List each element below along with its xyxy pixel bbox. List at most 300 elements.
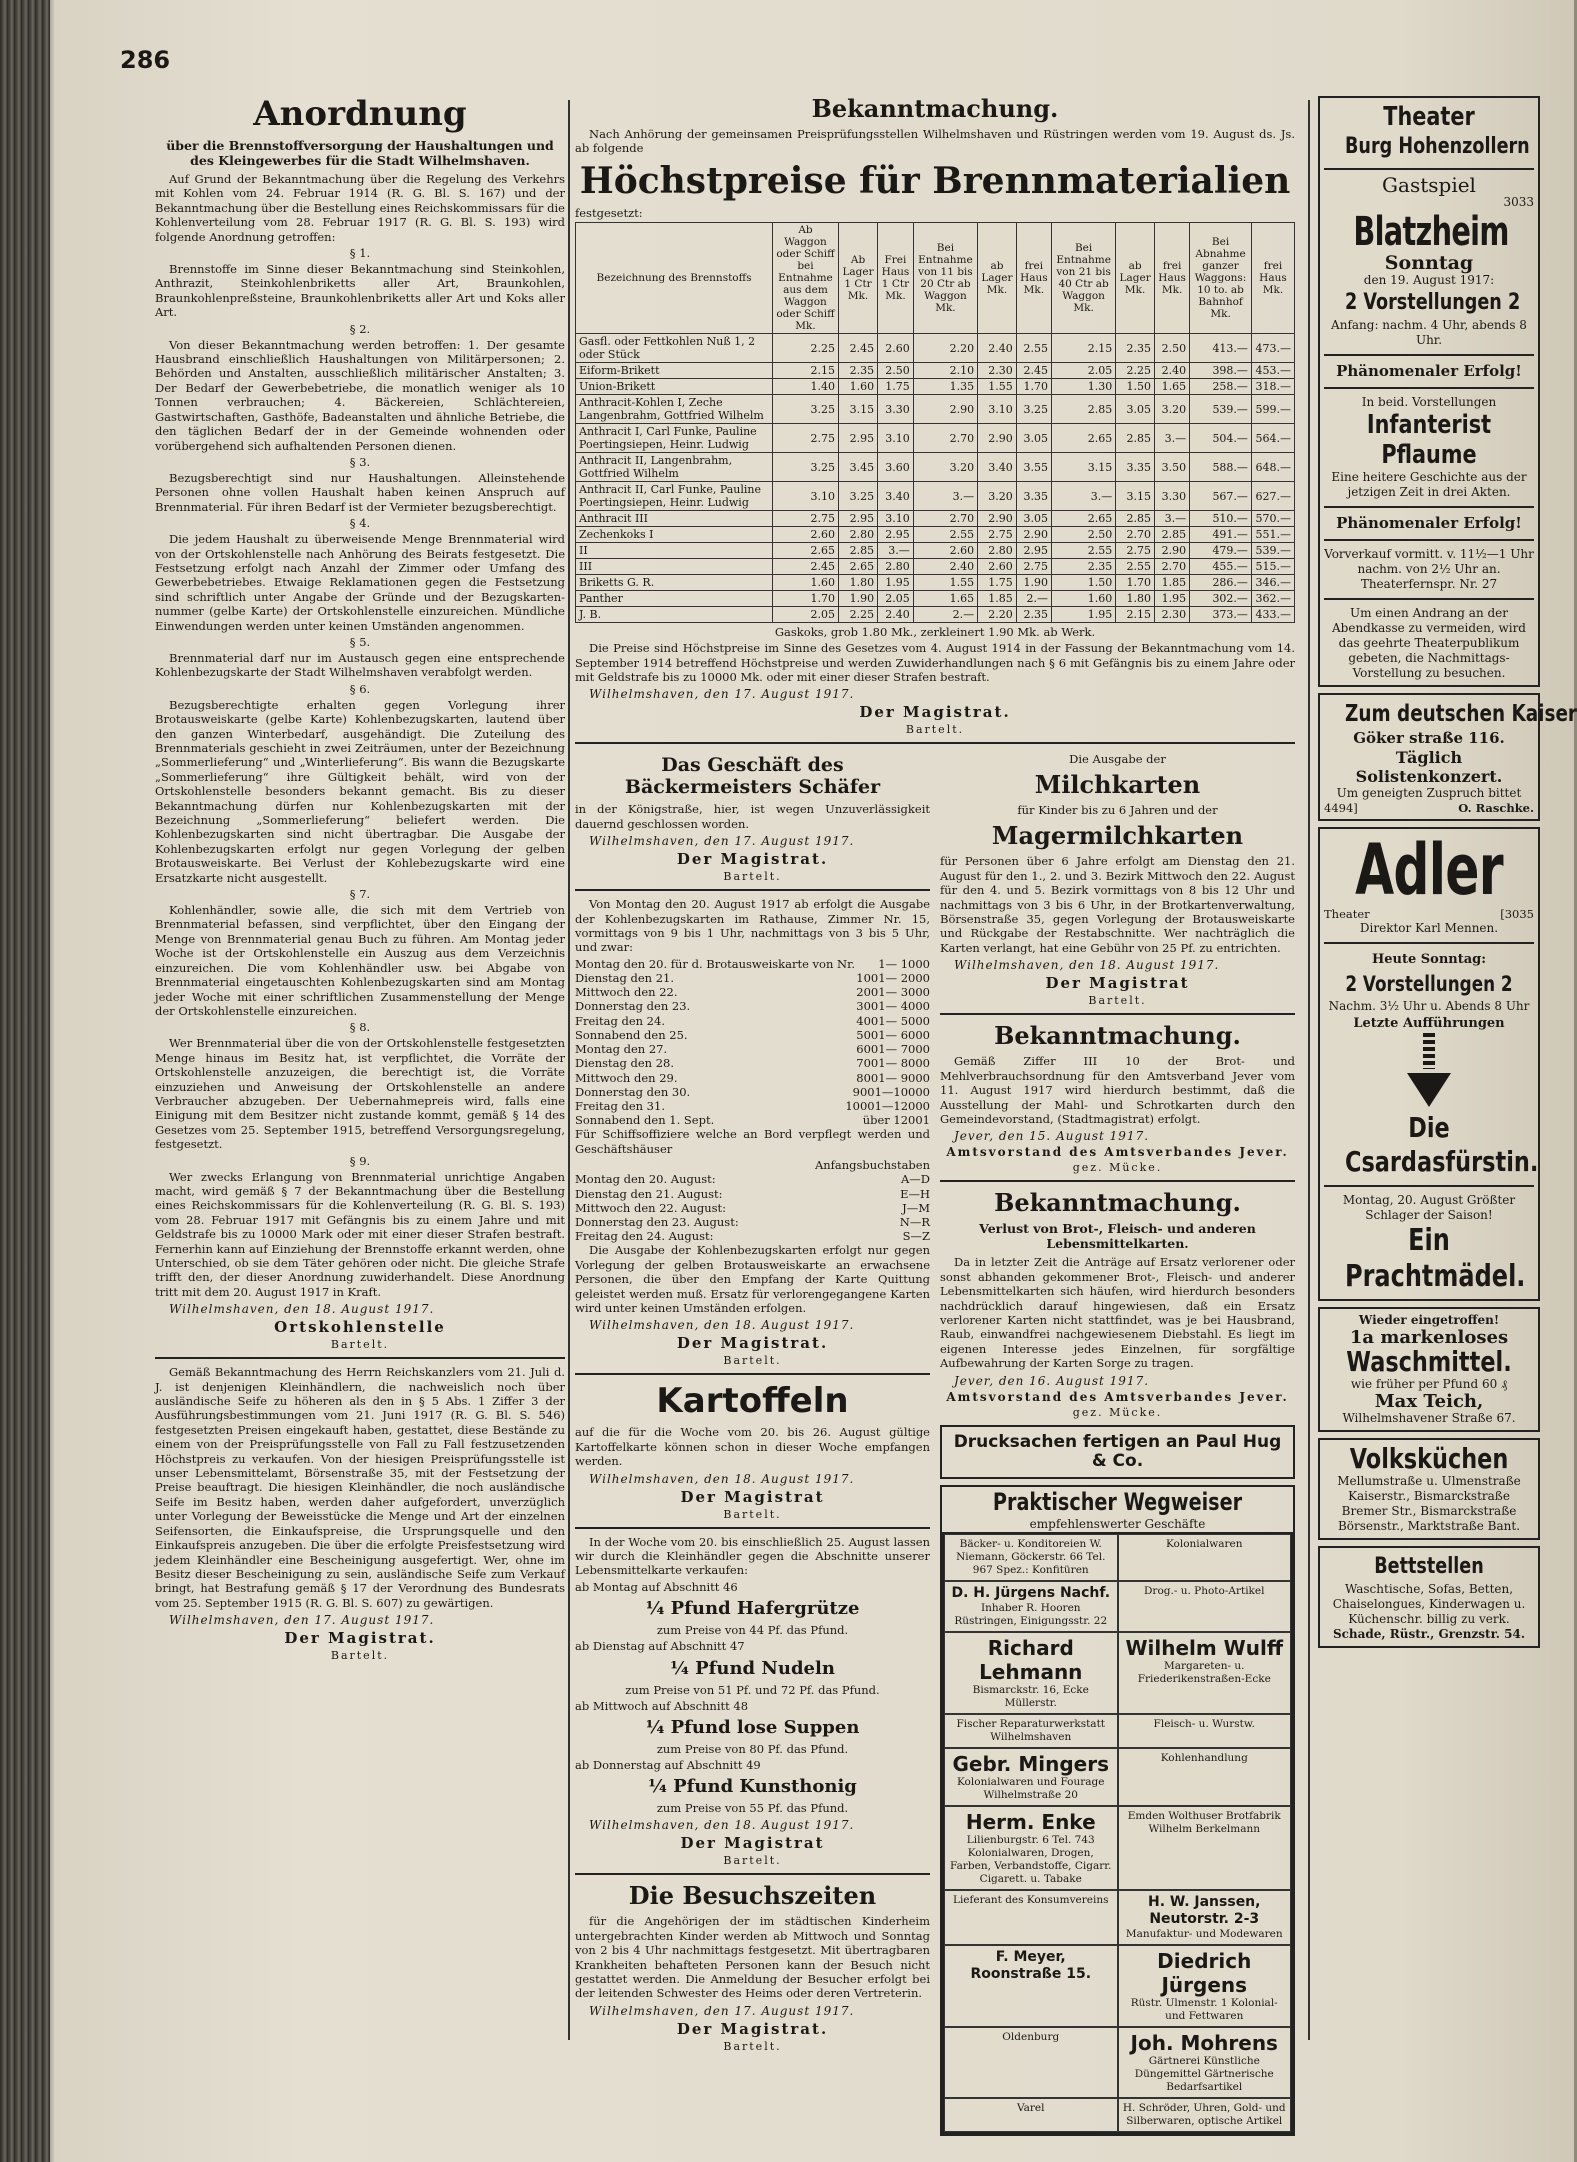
column-rule bbox=[568, 100, 570, 2040]
adler-phone: [3035 bbox=[1500, 907, 1534, 922]
price-cell: 1.55 bbox=[978, 379, 1017, 395]
teich-addr: Wilhelmshavener Straße 67. bbox=[1342, 1411, 1516, 1426]
price-cell: 2.— bbox=[913, 607, 977, 623]
price-cell: 2.65 bbox=[838, 559, 877, 575]
csardas-title: Die Csardasfürstin. bbox=[1345, 1111, 1539, 1179]
directory-shop-text: Lilienburgstr. 6 Tel. 743 Kolonialwaren, Drogen, Farben, Verbandstoffe, Cigarr. Cigarett. u. Tabake bbox=[950, 1833, 1112, 1885]
directory-shop-text: Lieferant des Konsumvereins bbox=[952, 1893, 1109, 1906]
schedule-range: 1001— 2000 bbox=[856, 971, 930, 986]
jever1-title: Bekanntmachung. bbox=[994, 1021, 1241, 1051]
price-cell: 2.60 bbox=[773, 527, 839, 543]
place-date: Wilhelmshaven, den 17. August 1917. bbox=[589, 2003, 855, 2018]
price-cell: 2.55 bbox=[913, 527, 977, 543]
price-cell: 346.— bbox=[1251, 575, 1294, 591]
fuel-name-cell: Anthracit III bbox=[576, 511, 773, 527]
divider bbox=[1324, 942, 1534, 944]
schedule-range: 4001— 5000 bbox=[856, 1013, 930, 1028]
schedule-row bbox=[575, 1085, 930, 1099]
price-cell: 3.15 bbox=[1116, 482, 1155, 511]
divider bbox=[1324, 354, 1534, 356]
penalty-note: Die Preise sind Höchstpreise im Sinne des Gesetzes vom 4. August 1914 in der Fassung der Bekanntmachung vom 14. September 1914 betreffend Höchstpreise und werden Zuwiderhandlungen nach § 6 mit Gefängnis bis zu einem Jahre oder mit Geldstrafe bis zu 10000 Mk. oder mit einer dieser Strafen bestraft. bbox=[575, 641, 1295, 685]
price-cell: 2.70 bbox=[1116, 527, 1155, 543]
food-when: ab Montag auf Abschnitt 46 bbox=[575, 1579, 738, 1594]
page-number: 286 bbox=[120, 46, 171, 74]
sonntag: Sonntag bbox=[1384, 252, 1474, 274]
jever2-title: Bekanntmachung. bbox=[994, 1188, 1241, 1218]
section-mark: § 4. bbox=[349, 516, 371, 531]
directory-shop-name: Herm. Enke bbox=[965, 1809, 1096, 1834]
price-cell: 3.05 bbox=[1016, 511, 1051, 527]
divider bbox=[940, 1180, 1295, 1182]
schedule-day: Montag den 20. August: bbox=[575, 1172, 716, 1187]
price-cell: 373.— bbox=[1190, 607, 1252, 623]
section-mark: § 1. bbox=[349, 246, 371, 261]
price-cell: 1.75 bbox=[878, 379, 914, 395]
table-header: Bezeichnung des Brennstoffs bbox=[576, 223, 773, 334]
price-cell: 3.40 bbox=[978, 453, 1017, 482]
section-mark: § 7. bbox=[349, 887, 371, 902]
place-date: Wilhelmshaven, den 18. August 1917. bbox=[589, 1818, 855, 1833]
signer: gez. Mücke. bbox=[1072, 1405, 1163, 1419]
schedule-row bbox=[575, 1042, 930, 1056]
price-cell: 2.90 bbox=[978, 424, 1017, 453]
fuel-name-cell: Briketts G. R. bbox=[576, 575, 773, 591]
price-cell: 1.85 bbox=[1155, 575, 1190, 591]
price-cell: 3.25 bbox=[773, 453, 839, 482]
blatzheim: Blatzheim bbox=[1353, 209, 1509, 255]
magistrat: Der Magistrat. bbox=[676, 2019, 829, 2038]
price-cell: 3.05 bbox=[1016, 424, 1051, 453]
theater-name: Theater bbox=[1383, 102, 1475, 132]
price-cell: 2.20 bbox=[978, 607, 1017, 623]
section-mark: § 6. bbox=[349, 681, 371, 696]
magistrat: Der Magistrat. bbox=[676, 850, 829, 869]
print-ad-text: Drucksachen fertigen an Paul Hug & Co. bbox=[953, 1431, 1282, 1471]
ships-head: Anfangsbuchstaben bbox=[814, 1158, 930, 1173]
fuel-name-cell: Zechenkoks I bbox=[576, 527, 773, 543]
price-cell: 510.— bbox=[1190, 511, 1252, 527]
schedule-letters: A—D bbox=[900, 1172, 930, 1187]
section-text: Bezugsberechtigt sind nur Haushaltungen. Alleinstehende Personen ohne vollen Haushalt haben keinen Anspruch auf Brennmaterial. Für ihren Bedarf ist der Vermieter bezugsberechtigt. bbox=[155, 470, 565, 514]
price-cell: 2.75 bbox=[1016, 559, 1051, 575]
price-cell: 2.90 bbox=[913, 395, 977, 424]
price-cell: 1.60 bbox=[838, 379, 877, 395]
food-price: zum Preise von 55 Pf. das Pfund. bbox=[656, 1801, 849, 1816]
section-text: Brennstoffe im Sinne dieser Bekanntmachung sind Steinkohlen, Anthrazit, Steinkohlenbriketts aller Art, Braunkohlen, Braunkohlenpreßsteine, Braunkohlenbriketts aller Art und Koks aller Art. bbox=[155, 262, 565, 320]
directory-shop-text: Margareten- u. Friederikenstraßen-Ecke bbox=[1137, 1659, 1271, 1685]
anordnung-sections bbox=[155, 246, 565, 1299]
directory-cell bbox=[944, 2027, 1118, 2098]
price-cell: 3.15 bbox=[838, 395, 877, 424]
directory-subtitle: empfehlenswerter Geschäfte bbox=[1029, 1516, 1206, 1531]
price-cell: 491.— bbox=[1190, 527, 1252, 543]
right-column bbox=[1318, 90, 1577, 2080]
fuel-name-cell: III bbox=[576, 559, 773, 575]
visits-title: Die Besuchszeiten bbox=[628, 1881, 877, 1911]
table-header: frei Haus Mk. bbox=[1155, 223, 1190, 334]
price-cell: 2.95 bbox=[878, 527, 914, 543]
price-cell: 3.20 bbox=[1155, 395, 1190, 424]
price-cell: 2.55 bbox=[1016, 334, 1051, 363]
coal-cards-note: Die Ausgabe der Kohlenbezugskarten erfolgt nur gegen Vorlegung der gelben Brotausweiskarte an erwachsene Personen, die über den Empfang der Karte Quittung geleistet werden muß. Ersatz für verlorengegangene Karten wird unter keinen Umständen erfolgen. bbox=[575, 1243, 930, 1315]
section-mark: § 9. bbox=[349, 1153, 371, 1168]
place-date: Jever, den 15. August 1917. bbox=[954, 1129, 1150, 1144]
price-cell: 2.50 bbox=[878, 363, 914, 379]
table-row bbox=[576, 379, 1295, 395]
directory-cell bbox=[1118, 1714, 1292, 1748]
section-mark: § 2. bbox=[349, 321, 371, 336]
price-cell: 2.25 bbox=[1116, 363, 1155, 379]
price-cell: 504.— bbox=[1190, 424, 1252, 453]
signer: Bartelt. bbox=[1088, 994, 1147, 1008]
jever2-sub: Verlust von Brot-, Fleisch- und anderen Lebensmittelkarten. bbox=[979, 1221, 1256, 1252]
milk-title: Milchkarten bbox=[1034, 770, 1201, 800]
table-header: Frei Haus 1 Ctr Mk. bbox=[878, 223, 914, 334]
kaiser-owner: O. Raschke. bbox=[1458, 801, 1534, 815]
directory-cell bbox=[1118, 1581, 1292, 1632]
center-two-columns bbox=[575, 750, 1295, 2141]
bett-ad bbox=[1318, 1546, 1540, 1648]
price-cell: 1.40 bbox=[773, 379, 839, 395]
schedule-letters: S—Z bbox=[902, 1229, 930, 1244]
price-cell: 2.75 bbox=[773, 424, 839, 453]
schedule-row bbox=[575, 1201, 930, 1215]
schedule-row bbox=[575, 1014, 930, 1028]
price-cell: 1.90 bbox=[838, 591, 877, 607]
jever-office: Amtsvorstand des Amtsverbandes Jever. bbox=[946, 1389, 1289, 1404]
table-header: Bei Abnahme ganzer Waggons: 10 to. ab Bahnhof Mk. bbox=[1190, 223, 1252, 334]
adler-monday: Montag, 20. August Größter Schlager der Saison! bbox=[1342, 1193, 1516, 1223]
price-cell: 3.— bbox=[1155, 424, 1190, 453]
price-cell: 479.— bbox=[1190, 543, 1252, 559]
price-cell: 3.20 bbox=[978, 482, 1017, 511]
divider bbox=[155, 1357, 565, 1359]
directory-cell bbox=[1118, 1806, 1292, 1890]
kaiser-note: Um geneigten Zuspruch bittet bbox=[1336, 786, 1522, 800]
fuel-name-cell: Anthracit I, Carl Funke, Pauline Poertingsiepen, Heinr. Ludwig bbox=[576, 424, 773, 453]
volks-title: Volksküchen bbox=[1349, 1442, 1509, 1476]
price-cell: 473.— bbox=[1251, 334, 1294, 363]
soap-price: wie früher per Pfund 60 ₰ bbox=[1350, 1377, 1508, 1392]
price-cell: 1.60 bbox=[1051, 591, 1115, 607]
magistrat: Der Magistrat bbox=[1045, 974, 1190, 993]
prachtmadel: Ein Prachtmädel. bbox=[1345, 1223, 1526, 1295]
table-header: Bei Entnahme von 21 bis 40 Ctr ab Waggon Mk. bbox=[1051, 223, 1115, 334]
price-cell: 515.— bbox=[1251, 559, 1294, 575]
signer: Bartelt. bbox=[723, 1854, 782, 1868]
schedule-range: 8001— 9000 bbox=[856, 1070, 930, 1085]
directory-cell bbox=[1118, 1890, 1292, 1945]
skim-milk-title: Magermilchkarten bbox=[991, 821, 1244, 851]
price-cell: 1.35 bbox=[913, 379, 977, 395]
price-cell: 1.65 bbox=[1155, 379, 1190, 395]
section-text: Wer zwecks Erlangung von Brennmaterial unrichtige Angaben macht, wird gemäß § 7 der Bekanntmachung über die Bestellung eines Reichskommissars für die Kohlenverteilung (R. G. Bl. S. 193) vom 28. Februar 1917 mit Gefängnis bis zu einem Jahre und mit Geldstrafe bis zu 10000 Mark oder mit einer dieser Strafen bestraft. Fernerhin kann auf Einziehung der Brennstoffe erkannt werden, ohne Unterschied, ob sie dem Täter gehören oder nicht. Die gleiche Strafe trifft den, der dieser Anordnung zuwiderhandelt. Diese Anordnung tritt mit dem 20. August 1917 in Kraft. bbox=[155, 1169, 565, 1299]
price-cell: 1.85 bbox=[978, 591, 1017, 607]
directory-shop-name: Joh. Mohrens bbox=[1130, 2030, 1278, 2055]
kaiser-name: Zum deutschen Kaiser bbox=[1345, 701, 1577, 727]
table-header: ab Lager Mk. bbox=[1116, 223, 1155, 334]
directory-cell bbox=[944, 1581, 1118, 1632]
price-notice-title: Bekanntmachung. bbox=[811, 94, 1059, 123]
bett-title: Bettstellen bbox=[1374, 1554, 1484, 1580]
jever-office: Amtsvorstand des Amtsverbandes Jever. bbox=[946, 1145, 1289, 1160]
price-cell: 413.— bbox=[1190, 334, 1252, 363]
schedule-letters: N—R bbox=[899, 1214, 930, 1229]
price-cell: 2.65 bbox=[1051, 424, 1115, 453]
binding-fold bbox=[0, 0, 50, 2162]
price-cell: 2.85 bbox=[1116, 424, 1155, 453]
price-cell: 2.05 bbox=[773, 607, 839, 623]
price-cell: 648.— bbox=[1251, 453, 1294, 482]
vorverkauf: Vorverkauf vormitt. v. 11½—1 Uhr nachm. von 2½ Uhr an. Theaterfernspr. Nr. 27 bbox=[1324, 547, 1534, 591]
price-cell: 627.— bbox=[1251, 482, 1294, 511]
table-row bbox=[576, 607, 1295, 623]
schedule-day: Dienstag den 21. bbox=[575, 971, 675, 986]
schedule-row bbox=[575, 1028, 930, 1042]
directory-cell bbox=[1118, 1748, 1292, 1806]
directory-shop-text: Emden Wolthuser Brotfabrik Wilhelm Berkelmann bbox=[1127, 1809, 1281, 1835]
theater-date: den 19. August 1917: bbox=[1363, 273, 1495, 287]
divider bbox=[940, 1013, 1295, 1015]
fuel-name-cell: J. B. bbox=[576, 607, 773, 623]
theater-ad bbox=[1318, 96, 1540, 687]
teich-name: Max Teich, bbox=[1374, 1391, 1484, 1413]
price-cell: 2.15 bbox=[773, 363, 839, 379]
baker-text: in der Königstraße, hier, ist wegen Unzuverlässigkeit dauernd geschlossen worden. bbox=[575, 802, 930, 831]
adler-last: Letzte Aufführungen bbox=[1353, 1016, 1505, 1032]
section-text: Kohlenhändler, sowie alle, die sich mit dem Vertrieb von Brennmaterial befassen, sind verpflichtet, über den Eingang der Menge von Brennmaterial genau Buch zu führen. Am Montag jeder Woche ist der Ortskohlenstelle ein Auszug aus dem Verzeichnis einzureichen. Die vom Kohlenhändler usw. bei Abgabe von Brennmaterial eingetauschten Kohlenbezugskarten sind am Montag jeder Woche mit einer schriftlichen Zusammenstellung der Menge der Ortskohlenstelle einzureichen. bbox=[155, 903, 565, 1018]
fuel-name-cell: Anthracit II, Langenbrahm, Gottfried Wilhelm bbox=[576, 453, 773, 482]
price-cell: 3.— bbox=[878, 543, 914, 559]
directory-shop-text: Rüstr. Ulmenstr. 1 Kolonial- und Fettwaren bbox=[1130, 1996, 1278, 2022]
schedule-row bbox=[575, 1113, 930, 1127]
schedule-day: Dienstag den 21. August: bbox=[575, 1186, 723, 1201]
erfolg: Phänomenaler Erfolg! bbox=[1336, 514, 1522, 532]
section-text: Brennmaterial darf nur im Austausch gegen eine entsprechende Kohlenbezugskarte der Stadt Wilhelmshaven verabfolgt werden. bbox=[155, 650, 565, 680]
price-cell: 3.30 bbox=[878, 395, 914, 424]
directory-shop-name: F. Meyer, Roonstraße 15. bbox=[970, 1948, 1092, 1982]
price-cell: 2.80 bbox=[878, 559, 914, 575]
price-cell: 2.35 bbox=[838, 363, 877, 379]
table-header: frei Haus Mk. bbox=[1251, 223, 1294, 334]
directory-cell bbox=[1118, 1945, 1292, 2027]
directory-shop-text: Drog.- u. Photo-Artikel bbox=[1144, 1584, 1265, 1597]
price-table bbox=[575, 222, 1295, 623]
price-cell: 3.— bbox=[1155, 511, 1190, 527]
price-cell: 2.05 bbox=[1051, 363, 1115, 379]
food-when: ab Mittwoch auf Abschnitt 48 bbox=[575, 1698, 749, 1713]
arrow-shaft bbox=[1423, 1033, 1435, 1069]
anordnung-subtitle: über die Brennstoffversorgung der Haushaltungen und des Kleingewerbes für die Stadt Wilhelmshaven. bbox=[166, 138, 554, 168]
price-cell: 2.65 bbox=[773, 543, 839, 559]
center-column bbox=[575, 90, 1295, 2127]
price-cell: 588.— bbox=[1190, 453, 1252, 482]
price-cell: 2.75 bbox=[978, 527, 1017, 543]
magistrat: Der Magistrat. bbox=[676, 1334, 829, 1353]
anordnung-intro: Auf Grund der Bekanntmachung über die Regelung des Verkehrs mit Kohlen vom 24. Februar 1914 (R. G. Bl. S. 167) und der Bekanntmachung über die Bestellung eines Reichskommissars für die Kohlenverteilung vom 28. Februar 1917 (R. G. Bl. S. 193) wird folgende Anordnung getroffen: bbox=[155, 172, 565, 244]
food-price: zum Preise von 80 Pf. das Pfund. bbox=[656, 1742, 849, 1757]
price-cell: 2.40 bbox=[1155, 363, 1190, 379]
price-cell: 3.35 bbox=[1116, 453, 1155, 482]
price-cell: 1.50 bbox=[1116, 379, 1155, 395]
adler-vorstellungen: 2 Vorstellungen 2 bbox=[1345, 972, 1513, 997]
theater-times: Anfang: nachm. 4 Uhr, abends 8 Uhr. bbox=[1331, 318, 1527, 347]
price-cell: 2.95 bbox=[1016, 543, 1051, 559]
price-cell: 2.55 bbox=[1116, 559, 1155, 575]
price-cell: 2.40 bbox=[878, 607, 914, 623]
anordnung-title: Anordnung bbox=[253, 94, 467, 134]
directory-shop-text: Inhaber R. Hooren Rüstringen, Einigungsstr. 22 bbox=[954, 1601, 1108, 1627]
table-row bbox=[576, 395, 1295, 424]
divider bbox=[575, 1373, 930, 1375]
price-cell: 1.70 bbox=[1116, 575, 1155, 591]
price-cell: 3.10 bbox=[978, 395, 1017, 424]
fuel-name-cell: Panther bbox=[576, 591, 773, 607]
fixed-label: festgesetzt: bbox=[575, 205, 643, 220]
schedule-day: Freitag den 24. August: bbox=[575, 1229, 714, 1244]
price-cell: 2.25 bbox=[838, 607, 877, 623]
price-cell: 3.— bbox=[913, 482, 977, 511]
place-date: Wilhelmshaven, den 18. August 1917. bbox=[169, 1302, 435, 1317]
directory-shop-text: Fleisch- u. Wurstw. bbox=[1153, 1717, 1255, 1730]
price-cell: 2.85 bbox=[1051, 395, 1115, 424]
price-cell: 570.— bbox=[1251, 511, 1294, 527]
section-text: Bezugsberechtigte erhalten gegen Vorlegung ihrer Brotausweiskarte (gelbe Karte) Kohlenbezugskarten, lautend über den ganzen Winterbedarf, ausgehändigt. Die Zuteilung des Brennmaterials geschieht in zwei Zeiträumen, unter der Bezeichnung „Sommerlieferung“ und „Winterlieferung“. Bis wann die Bezugskarte „Sommerlieferung“ ihre Gültigkeit behält, wird von der Ortskohlenstelle besonders bekannt gemacht. Bis zu dieser Bekanntmachung dürfen nur Kohlenbezugskarten mit der Bezeichnung „Sommerlieferung“ beliefert werden. Die Kohlenbezugskarten sind nicht übertragbar. Die Ausgabe der Kohlenbezugskarten erfolgt nur gegen Vorlegung der gelben Brotausweiskarte. Bei Verlust der Kohlebezugskarte wird eine Ersatzkarte nicht ausgestellt. bbox=[155, 697, 565, 885]
schedule-range: 5001— 6000 bbox=[856, 1027, 930, 1042]
price-cell: 1.75 bbox=[978, 575, 1017, 591]
milk-mid: für Kinder bis zu 6 Jahren und der bbox=[1017, 803, 1218, 818]
price-cell: 2.95 bbox=[838, 424, 877, 453]
ships-text: Für Schiffsoffiziere welche an Bord verpflegt werden und Geschäftshäuser bbox=[575, 1127, 930, 1156]
table-header: ab Lager Mk. bbox=[978, 223, 1017, 334]
jever1-text: Gemäß Ziffer III 10 der Brot- und Mehlverbrauchsordnung für den Amtsverband Jever vom 11. August 1917 wird hierdurch bestimmt, daß die Ausstellung der Mahl- und Schrotkarten durch den Gemeindevorstand, (Stadtmagistrat) erfolgt. bbox=[940, 1054, 1295, 1126]
directory-cell bbox=[944, 1632, 1118, 1714]
kaiser-row bbox=[1324, 801, 1534, 815]
table-row bbox=[576, 334, 1295, 363]
schedule-row bbox=[575, 1099, 930, 1113]
directory-cell bbox=[1118, 1534, 1292, 1581]
milk-text: für Personen über 6 Jahre erfolgt am Dienstag den 21. August für den 1., 2. und 3. Bezirk Mittwoch den 22. August für den 4. und 5. Bezirk vormittags von 8 bis 12 Uhr und nachmittags von 3 bis 6 Uhr, in der Brotkartenverwaltung, Börsenstraße 35, gegen Vorlegung der Brotausweiskarte und Rückgabe der Restabschnitte. Wer nachträglich die Karten verlangt, hat eine Gebühr von 25 Pf. zu entrichten. bbox=[940, 854, 1295, 955]
price-cell: 2.45 bbox=[1016, 363, 1051, 379]
food-items bbox=[575, 1580, 930, 1816]
price-cell: 1.95 bbox=[878, 575, 914, 591]
schedule-day: Sonnabend den 1. Sept. bbox=[575, 1113, 715, 1128]
schedule-row bbox=[575, 1229, 930, 1243]
potatoes-title: Kartoffeln bbox=[656, 1381, 849, 1422]
price-cell: 2.60 bbox=[913, 543, 977, 559]
directory-shop-text: Kolonialwaren bbox=[1165, 1537, 1243, 1550]
price-cell: 2.35 bbox=[1016, 607, 1051, 623]
section-text: Die jedem Haushalt zu überweisende Menge Brennmaterial wird von der Ortskohlenstelle nach Anhörung des Beirats festgesetzt. Die Festsetzung erfolgt nach Anzahl der Zimmer oder Umfang des Gewerbebetriebes. Etwaige Reklamationen gegen die Festsetzung sind schriftlich unter Angabe der Gründe und der Bezugskarten-nummer (gelbe Karte) der Ortskohlenstelle einzureichen. Mündliche Einwendungen werden unter keinen Umständen angenommen. bbox=[155, 532, 565, 633]
visits-text: für die Angehörigen der im städtischen Kinderheim untergebrachten Kinder werden ab Mittwoch und Sonntag von 2 bis 4 Uhr nachmittags festgesetzt. Mit übertragbaren Krankheiten behafteten Personen kann der Besuch nicht gestattet werden. Die Anmeldung der Besucher erfolgt bei der leitenden Schwester des Heims oder deren Vertreterin. bbox=[575, 1914, 930, 2001]
magistrat: Der Magistrat bbox=[680, 1834, 825, 1853]
center-sub-left bbox=[575, 750, 930, 2141]
food-price: zum Preise von 51 Pf. und 72 Pf. das Pfund. bbox=[625, 1682, 880, 1697]
directory-cell bbox=[944, 1748, 1118, 1806]
coal-cards-schedule bbox=[575, 957, 930, 1127]
directory-shop-text: Bäcker- u. Konditoreien W. Niemann, Göckerstr. 66 Tel. 967 Spez.: Konfitüren bbox=[956, 1537, 1106, 1576]
price-cell: 1.95 bbox=[1051, 607, 1115, 623]
directory-shop-name: Wilhelm Wulff bbox=[1125, 1635, 1284, 1660]
table-row bbox=[576, 363, 1295, 379]
schedule-letters: E—H bbox=[900, 1186, 930, 1201]
directory-shop-text: H. Schröder, Uhren, Gold- und Silberwaren, optische Artikel bbox=[1122, 2101, 1286, 2127]
price-cell: 1.50 bbox=[1051, 575, 1115, 591]
baker-title: Das Geschäft des Bäckermeisters Schäfer bbox=[624, 754, 881, 799]
divider bbox=[1324, 168, 1534, 170]
divider bbox=[1324, 1185, 1534, 1187]
kaiser-addr: Göker straße 116. bbox=[1353, 729, 1505, 747]
schedule-letters: J—M bbox=[902, 1200, 930, 1215]
price-cell: 1.90 bbox=[1016, 575, 1051, 591]
price-cell: 2.85 bbox=[838, 543, 877, 559]
section-mark: § 5. bbox=[349, 634, 371, 649]
place-date: Wilhelmshaven, den 18. August 1917. bbox=[954, 958, 1220, 973]
price-cell: 2.30 bbox=[1155, 607, 1190, 623]
directory-shop-text: Manufaktur- und Modewaren bbox=[1125, 1927, 1283, 1940]
signer: Bartelt. bbox=[330, 1649, 390, 1663]
table-row bbox=[576, 559, 1295, 575]
price-cell: 398.— bbox=[1190, 363, 1252, 379]
schedule-range: 1— 1000 bbox=[878, 956, 930, 971]
section-text: Von dieser Bekanntmachung werden betroffen: 1. Der gesamte Hausbrand einschließlich Haushaltungen von Militärpersonen; 2. Behörden und Anstalten, ausschließlich militärischer Anstalten; 3. Der Bedarf der Gewerbebetriebe, die monatlich weniger als 10 Tonnen verbrauchen; 4. Bäckereien, Schlächtereien, Gastwirtschaften, Gasthöfe, Badeanstalten und ähnliche Betriebe, die den täglichen Bedarf der in der Gemeinde wohnenden oder vorübergehend sich aufhaltenden Personen dienen. bbox=[155, 337, 565, 453]
kaiser-concert: Täglich Solistenkonzert. bbox=[1355, 748, 1503, 786]
jever2-text: Da in letzter Zeit die Anträge auf Ersatz verlorener oder sonst abhanden gekommener Brot-, Fleisch- und anderer Lebensmittelkarten sich häufen, wird hierdurch besonders nachdrücklich darauf hingewiesen, daß ein Ersatz verlorener Karten nicht stattfindet, was je bei Hausbrand, Raub, einwandfrei nachgewiesenem Diebstahl. Es liegt im eigenen Interesse jedes Einzelnen, für sorgfältige Aufbewahrung der Karten Sorge zu tragen. bbox=[940, 1255, 1295, 1371]
price-cell: 1.55 bbox=[913, 575, 977, 591]
price-cell: 2.70 bbox=[913, 511, 977, 527]
price-cell: 3.50 bbox=[1155, 453, 1190, 482]
schedule-day: Donnerstag den 30. bbox=[575, 1084, 691, 1099]
price-cell: 567.— bbox=[1190, 482, 1252, 511]
place-date: Wilhelmshaven, den 17. August 1917. bbox=[169, 1613, 435, 1628]
price-cell: 1.70 bbox=[773, 591, 839, 607]
schedule-row bbox=[575, 985, 930, 999]
adler-name: Adler bbox=[1355, 829, 1503, 912]
price-cell: 286.— bbox=[1190, 575, 1252, 591]
schedule-row bbox=[575, 1172, 930, 1186]
section-mark: § 8. bbox=[349, 1020, 371, 1035]
directory-shop-text: Oldenburg bbox=[1002, 2030, 1060, 2043]
gaskoks-note: Gaskoks, grob 1.80 Mk., zerkleinert 1.90 Mk. ab Werk. bbox=[774, 625, 1096, 640]
directory-cell bbox=[1118, 1632, 1292, 1714]
price-cell: 258.— bbox=[1190, 379, 1252, 395]
price-cell: 2.85 bbox=[1155, 527, 1190, 543]
schedule-range: 10001—12000 bbox=[845, 1098, 930, 1113]
directory-cell bbox=[944, 1890, 1118, 1945]
fuel-name-cell: Anthracit-Kohlen I, Zeche Langenbrahm, Gottfried Wilhelm bbox=[576, 395, 773, 424]
directory-shop-text: Kolonialwaren und Fourage Wilhelmstraße 20 bbox=[957, 1775, 1105, 1801]
kaiser-phone: 4494] bbox=[1324, 801, 1358, 815]
directory-shop-text: Kohlenhandlung bbox=[1160, 1751, 1248, 1764]
signer: Bartelt. bbox=[723, 870, 782, 884]
price-cell: 539.— bbox=[1190, 395, 1252, 424]
schedule-day: Dienstag den 28. bbox=[575, 1056, 675, 1071]
soap-head: Wieder eingetroffen! bbox=[1358, 1313, 1500, 1328]
price-cell: 3.05 bbox=[1116, 395, 1155, 424]
price-cell: 3.25 bbox=[773, 395, 839, 424]
divider bbox=[575, 1527, 930, 1529]
vorstellungen: 2 Vorstellungen 2 bbox=[1345, 290, 1521, 315]
place-date: Wilhelmshaven, den 17. August 1917. bbox=[589, 834, 855, 849]
table-header: frei Haus Mk. bbox=[1016, 223, 1051, 334]
print-ad bbox=[940, 1425, 1295, 1479]
price-notice-intro: Nach Anhörung der gemeinsamen Preisprüfungsstellen Wilhelmshaven und Rüstringen werden vom 19. August ds. Js. ab folgende bbox=[575, 127, 1295, 156]
price-cell: 3.10 bbox=[773, 482, 839, 511]
arrow-down-icon bbox=[1407, 1073, 1451, 1107]
food-price: zum Preise von 44 Pf. das Pfund. bbox=[656, 1623, 849, 1638]
price-cell: 3.10 bbox=[878, 424, 914, 453]
price-cell: 362.— bbox=[1251, 591, 1294, 607]
